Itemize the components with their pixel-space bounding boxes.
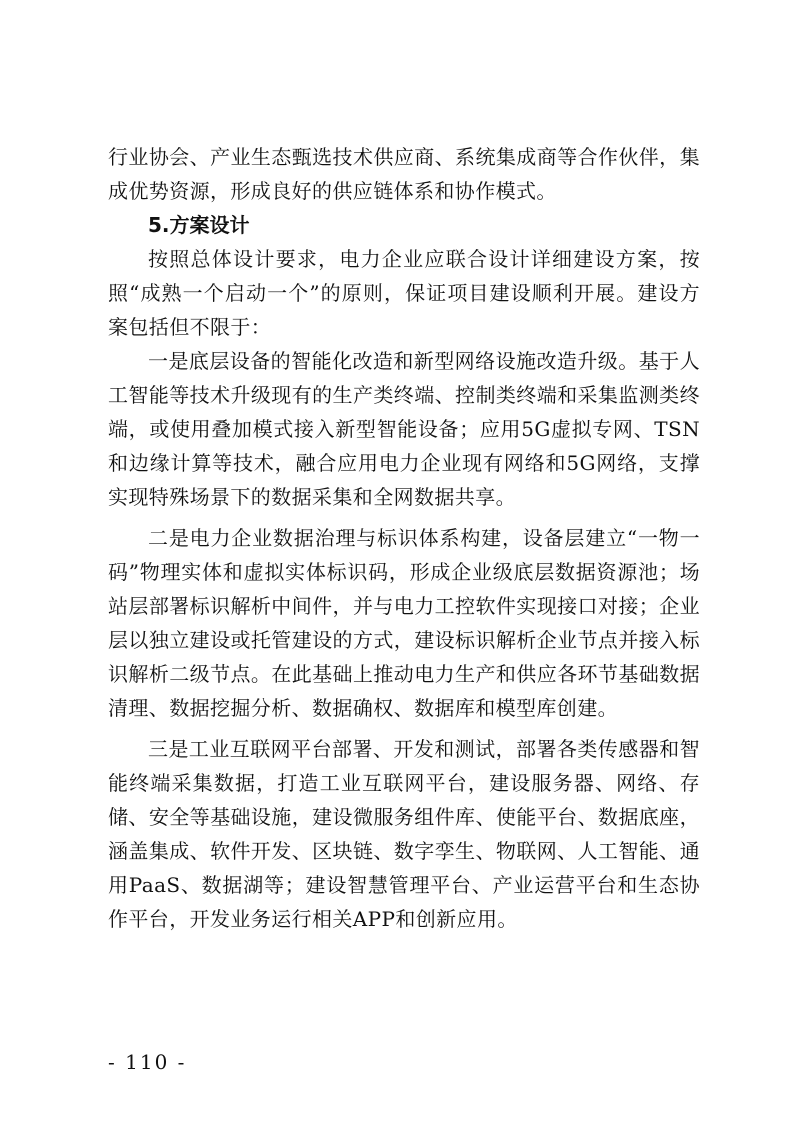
page-number: - 110 - bbox=[108, 1050, 187, 1074]
paragraph-two: 二是电力企业数据治理与标识体系构建，设备层建立“一物一码”物理实体和虚拟实体标识码，形成企业级底层数据资源池；场站层部署标识解析中间件，并与电力工控软件实现接口对接；企业层以独立建设或托管建设的方式，建设标识解析企业节点并接入标识解析二级节点。在此基础上推动电力生产和供应各环节基础数据清理、数据挖掘分析、数据确权、数据库和模型库创建。 bbox=[108, 526, 700, 720]
paragraph-three: 三是工业互联网平台部署、开发和测试，部署各类传感器和智能终端采集数据，打造工业互联网平台，建设服务器、网络、存储、安全等基础设施，建设微服务组件库、使能平台、数据底座，涵盖集成、软件开发、区块链、数字孪生、物联网、人工智能、通用PaaS、数据湖等；建设智慧管理平台、产业运营平台和生态协作平台，开发业务运行相关APP和创新应用。 bbox=[108, 737, 700, 931]
section-heading: 5.方案设计 bbox=[148, 213, 250, 237]
paragraph-continued: 行业协会、产业生态甄选技术供应商、系统集成商等合作伙伴，集成优势资源，形成良好的供应链体系和协作模式。 bbox=[108, 145, 700, 203]
paragraph-spacer bbox=[108, 725, 700, 732]
paragraph-spacer bbox=[108, 514, 700, 521]
paragraph-intro: 按照总体设计要求，电力企业应联合设计详细建设方案，按照“成熟一个启动一个”的原则，保证项目建设顺利开展。建设方案包括但不限于： bbox=[108, 247, 700, 339]
document-body bbox=[108, 140, 700, 936]
paragraph-one: 一是底层设备的智能化改造和新型网络设施改造升级。基于人工智能等技术升级现有的生产类终端、控制类终端和采集监测类终端，或使用叠加模式接入新型智能设备；应用5G虚拟专网、TSN和边缘计算等技术，融合应用电力企业现有网络和5G网络，支撑实现特殊场景下的数据采集和全网数据共享。 bbox=[108, 349, 700, 509]
